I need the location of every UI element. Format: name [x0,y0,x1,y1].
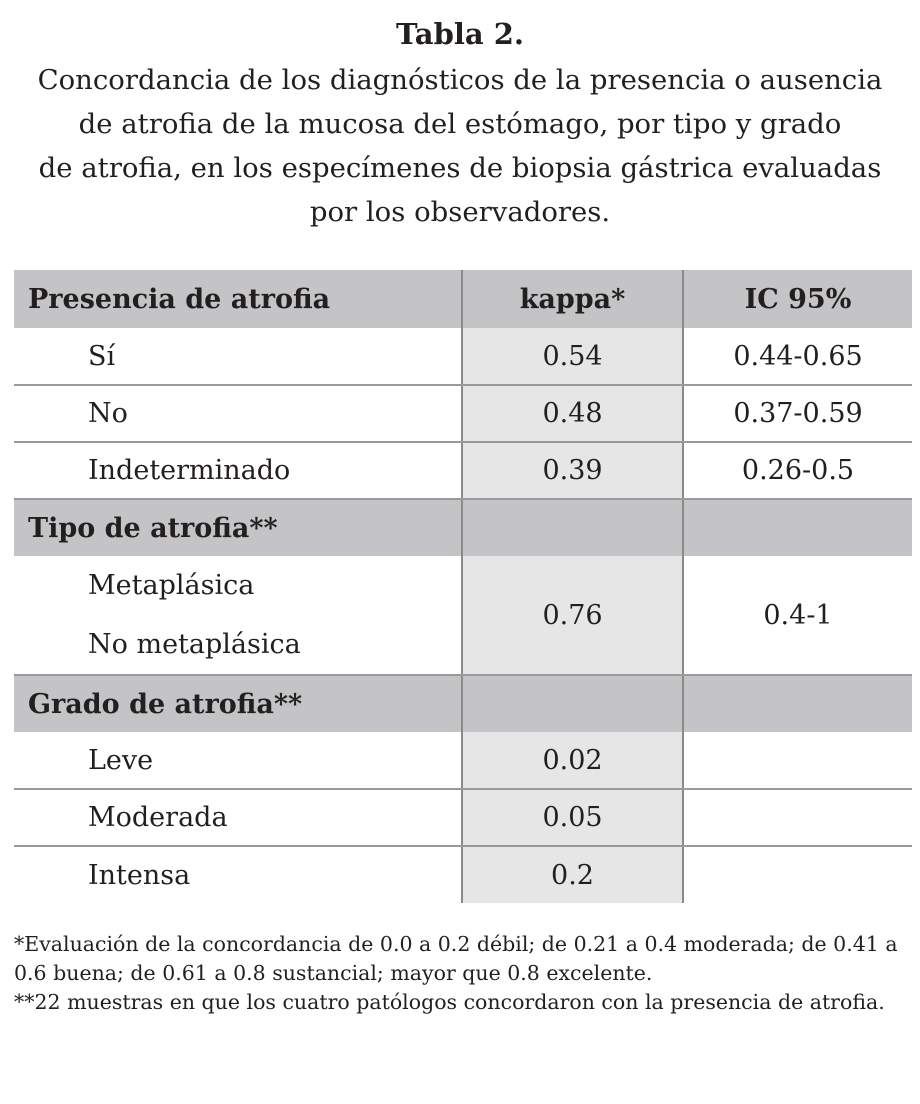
section-kappa-empty [462,499,683,556]
row-ic [683,789,912,846]
table-title: Tabla 2. [395,17,525,51]
caption-line: Concordancia de los diagnósticos de la presencia o ausencia [37,64,883,96]
row-ic [683,732,912,789]
section-label-grado: Grado de atrofia** [14,675,462,732]
row-ic: 0.44-0.65 [683,328,912,385]
row-label: No metaplásica [88,629,301,660]
row-ic: 0.4-1 [683,556,912,675]
row-ic: 0.37-0.59 [683,385,912,442]
section-kappa-empty [462,675,683,732]
section-row-tipo [14,499,912,556]
row-label: Metaplásica [88,570,255,601]
header-ic95: IC 95% [683,270,912,328]
caption-line: de atrofia de la mucosa del estómago, por tipo y grado [78,108,842,140]
table-caption [10,58,910,234]
footnote: *Evaluación de la concordancia de 0.0 a 0.2 débil; de 0.21 a 0.4 moderada; de 0.41 a 0.6 buena; de 0.61 a 0.8 sustancial; mayor que 0.8 excelente. [14,932,898,985]
row-label: Sí [14,328,462,385]
caption-line: de atrofia, en los especímenes de biopsia gástrica evaluadas [38,152,882,184]
row-kappa: 0.48 [462,385,683,442]
row-kappa: 0.76 [462,556,683,675]
table-row [14,789,912,846]
row-label: Indeterminado [14,442,462,499]
section-label-tipo: Tipo de atrofia** [14,499,462,556]
table-row [14,328,912,385]
table-row [14,846,912,903]
table-row [14,442,912,499]
header-kappa: kappa* [462,270,683,328]
footnotes [14,930,914,1017]
row-kappa: 0.02 [462,732,683,789]
row-label: Moderada [14,789,462,846]
section-ic-empty [683,499,912,556]
kappa-table [14,270,912,903]
row-kappa: 0.39 [462,442,683,499]
row-label: No [14,385,462,442]
section-ic-empty [683,675,912,732]
header-presencia: Presencia de atrofia [14,270,462,328]
row-ic: 0.26-0.5 [683,442,912,499]
row-label: Intensa [88,859,191,891]
row-label: Leve [14,732,462,789]
row-kappa: 0.2 [462,846,683,903]
row-label-tipo [14,556,462,675]
row-kappa: 0.05 [462,789,683,846]
row-kappa: 0.54 [462,328,683,385]
section-row-grado [14,675,912,732]
row-ic [683,846,912,903]
table-header-row [14,270,912,328]
table-row [14,556,912,675]
footnote: **22 muestras en que los cuatro patólogos concordaron con la presencia de atrofia. [14,990,885,1014]
table-row [14,385,912,442]
table-row [14,732,912,789]
caption-line: por los observadores. [309,196,611,228]
